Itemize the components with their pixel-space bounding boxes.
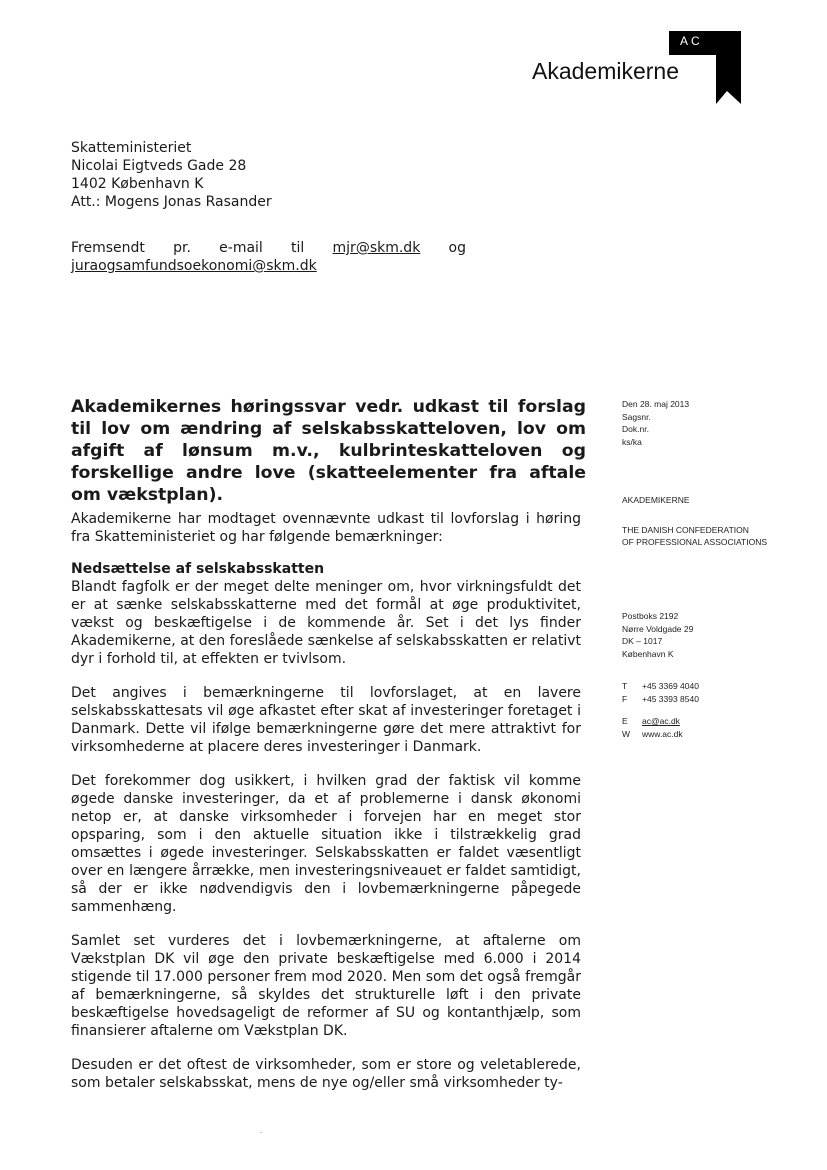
email-link-mjr[interactable]: mjr@skm.dk bbox=[332, 240, 421, 256]
fax-label: F bbox=[622, 693, 628, 704]
recipient-line: 1402 København K bbox=[71, 176, 204, 192]
address-line: DK – 1017 bbox=[622, 636, 663, 646]
org-english-2: OF PROFESSIONAL ASSOCIATIONS bbox=[622, 537, 768, 547]
intro-paragraph: Akademikerne har modtaget ovennævnte udkast til lovforslag i høring fra Skatteministeriet og har følgende bemærkninger: bbox=[71, 511, 581, 545]
section-heading: Nedsættelse af selskabsskatten bbox=[71, 561, 325, 577]
phone-label: T bbox=[622, 681, 628, 691]
web-value[interactable]: www.ac.dk bbox=[642, 728, 683, 739]
address-line: Nørre Voldgade 29 bbox=[622, 623, 694, 634]
scan-speck bbox=[260, 1132, 262, 1133]
document-title: Akademikernes høringssvar vedr. udkast til forslag til lov om ændring af selskabsskatteloven, lov om afgift af lønsum m.v., kulbrinteskatteloven og forskellige andre love (skatteelementer fra aftale om vækstplan). bbox=[71, 397, 586, 505]
web-label: W bbox=[622, 728, 631, 739]
postal-address bbox=[622, 610, 693, 660]
org-block bbox=[622, 494, 767, 549]
recipient-address bbox=[71, 139, 272, 211]
meta-date: Den 28. maj 2013 bbox=[622, 399, 690, 409]
body-paragraph: Det angives i bemærkningerne til lovforslaget, at en lavere selskabsskattesats vil øge afkastet efter skat af investeringer foretaget i Danmark. Dette vil ifølge bemærkningerne gøre det mere attraktivt for virksomhederne at placere deres investeringer i Danmark. bbox=[71, 685, 581, 755]
sent-prefix: Fremsendt pr. e-mail til bbox=[71, 240, 333, 256]
org-english-1: THE DANISH CONFEDERATION bbox=[622, 524, 749, 535]
email-label: E bbox=[622, 716, 628, 726]
logo-wordmark: Akademikerne bbox=[532, 58, 680, 84]
recipient-line: Skatteministeriet bbox=[71, 140, 192, 156]
document-meta bbox=[622, 398, 689, 448]
contact-block bbox=[622, 680, 699, 740]
fax-value: +45 3393 8540 bbox=[642, 693, 699, 704]
meta-doknr: Dok.nr. bbox=[622, 424, 649, 434]
logo-badge-text: AC bbox=[680, 34, 703, 48]
contact-phone bbox=[622, 680, 699, 693]
sent-middle: og bbox=[420, 240, 466, 256]
body-paragraph: Det forekommer dog usikkert, i hvilken grad der faktisk vil komme øgede danske investeringer, da et af problemerne i dansk økonomi netop er, at danske virksomheder i forvejen har en meget stor opsparing, som i den aktuelle situation ikke i tilstrækkelig grad omsættes i øgede investeringer. Selskabsskatten er faldet væsentligt over en længere årrække, men investeringsniveauet er faldet samtidigt, så der er ikke nødvendigvis den i lovbemærkningerne påpegede sammenhæng. bbox=[71, 773, 581, 915]
contact-email bbox=[622, 715, 699, 728]
contact-email-link[interactable]: ac@ac.dk bbox=[642, 716, 680, 726]
meta-initials: ks/ka bbox=[622, 436, 642, 447]
org-name: AKADEMIKERNE bbox=[622, 495, 690, 505]
sent-notice bbox=[71, 239, 466, 275]
body-paragraph: Samlet set vurderes det i lovbemærkningerne, at aftalerne om Vækstplan DK vil øge den private beskæftigelse med 6.000 i 2014 stigende til 17.000 personer frem mod 2020. Men som det også fremgår af bemærkningerne, så skyldes det strukturelle løft i den private beskæftigelse hovedsageligt de reformer af SU og kontanthjælp, som finansierer aftalerne om Vækstplan DK. bbox=[71, 933, 581, 1039]
recipient-line: Att.: Mogens Jonas Rasander bbox=[71, 194, 272, 210]
body-paragraph: Blandt fagfolk er der meget delte meninger om, hvor virkningsfuldt det er at sænke selskabsskatterne med det formål at øge produktivitet, vækst og beskæftigelse i de kommende år. Set i det lys finder Akademikerne, at den foreslåede sænkelse af selskabsskatten er relativt dyr i forhold til, at effekten er tvivlsom. bbox=[71, 579, 581, 667]
address-line: Postboks 2192 bbox=[622, 611, 679, 621]
address-line: København K bbox=[622, 648, 674, 659]
email-link-jura[interactable]: juraogsamfundsoekonomi@skm.dk bbox=[71, 258, 317, 274]
contact-fax bbox=[622, 693, 699, 706]
contact-web bbox=[622, 728, 699, 741]
body-paragraph: Desuden er det oftest de virksomheder, som er store og veletablerede, som betaler selskabsskat, mens de nye og/eller små virksomheder ty- bbox=[71, 1057, 581, 1091]
letter-body bbox=[71, 510, 581, 1108]
recipient-line: Nicolai Eigtveds Gade 28 bbox=[71, 158, 247, 174]
phone-value: +45 3369 4040 bbox=[642, 681, 699, 691]
meta-sagsnr: Sagsnr. bbox=[622, 411, 651, 422]
